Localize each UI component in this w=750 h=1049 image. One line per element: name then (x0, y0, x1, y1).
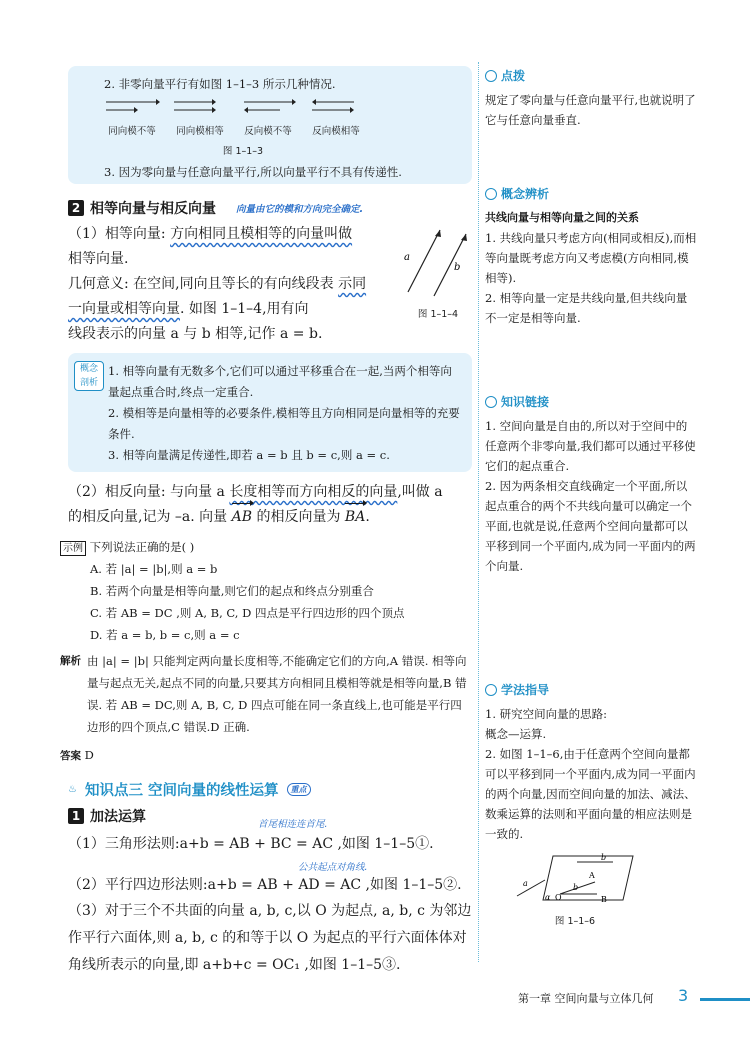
example-block (60, 536, 472, 767)
geo-highlight: 示同一向量或相等向量 (68, 276, 367, 317)
droplet-icon: ♨ (68, 784, 77, 795)
diagram-1-label: 同向模不等 (108, 126, 156, 137)
equal-def-label: （1）相等向量: (68, 226, 171, 242)
key-stamp: 重点 (287, 783, 311, 796)
diagram-4-label: 反向模相等 (312, 126, 360, 137)
fig6-label-A: A (589, 871, 595, 880)
fig-116 (515, 850, 635, 932)
diagram-3 (240, 98, 296, 142)
side-concept (479, 180, 698, 328)
diagram-2 (172, 98, 228, 142)
handwritten-note: 向量由它的模和方向完全确定. (236, 204, 364, 215)
parallelogram-rule: （2）平行四边形法则:a+b = AB + AD = AC ,如图 1–1–5②. (68, 877, 462, 893)
example-label: 示例 (60, 541, 86, 556)
concept-box (68, 353, 472, 472)
opp-a: （2）相反向量: 与向量 a (68, 484, 230, 500)
answer (60, 744, 472, 767)
diagram-2-label: 同向模相等 (176, 126, 224, 137)
fig6-label-B: B (601, 895, 607, 904)
kp3-title (68, 779, 472, 800)
fig-caption-116: 图 1–1–6 (554, 916, 596, 927)
sidebar (478, 62, 698, 962)
parallelepiped-rule: （3）对于三个不共面的向量 a, b, c,以 O 为起点, a, b, c 为邻边作平行六面体,则 a, b, c 的和等于以 O 为起点的平行六面体体对角线所表示的向量,即 a+b+c = OC₁ ,如图 1–1–5③. (68, 903, 472, 973)
fig-114 (398, 222, 478, 320)
fig6-label-alpha: α (545, 893, 551, 902)
concept-point-1: 1. 相等向量有无数多个,它们可以通过平移重合在一起,当两个相等向量起点重合时,终点一定重合. (108, 364, 452, 399)
arrow-pair-icon (308, 98, 364, 114)
fig6-label-b1: b (601, 853, 607, 862)
option-d: D. 若 a = b, b = c,则 a = c (90, 628, 240, 642)
equal-notation: 线段表示的向量 a 与 b 相等,记作 a = b. (68, 326, 323, 342)
main-column (60, 62, 472, 979)
fig-caption-113: 图 1–1–3 (222, 146, 264, 157)
method-text-2: 2. 如图 1–1–6,由于任意两个空间向量都可以平移到同一个平面内,成为同一平面内的两个向量,因而空间向量的加法、减法、数乘运算的法则和平面向量的相应法则是一致的. (485, 747, 696, 841)
concept-point-2: 2. 模相等是向量相等的必要条件,模相等且方向相同是向量相等的充要条件. (108, 406, 460, 441)
fig-label-b: b (454, 262, 461, 273)
side-method (479, 676, 698, 932)
concept-text-2: 2. 相等向量一定是共线向量,但共线向量不一定是相等向量. (485, 291, 688, 325)
analysis (60, 650, 472, 738)
equal-def-highlight: 方向相同且模相等的向量叫做 (170, 226, 353, 242)
chapter-title: 第一章 空间向量与立体几何 (518, 992, 654, 1005)
addition-heading: 加法运算 (90, 809, 146, 825)
option-c: C. 若 AB = DC ,则 A, B, C, D 四点是平行四边形的四个顶点 (90, 606, 405, 620)
badge-line-2: 剖析 (79, 378, 98, 388)
method-text-1: 1. 研究空间向量的思路: (485, 707, 608, 721)
arrow-pair-icon (172, 98, 228, 114)
opp-f: . (365, 509, 370, 525)
fig6-label-a: a (523, 879, 528, 888)
geo-text: 在空间,同向且等长的有向线段表 (133, 276, 334, 292)
concept-point-3: 3. 相等向量满足传递性,即若 a = b 且 b = c,则 a = c. (108, 448, 390, 462)
triangle-rule: （1）三角形法则:a+b = AB + BC = AC ,如图 1–1–5①. (68, 836, 434, 852)
parallel-diagrams (104, 94, 462, 142)
section-title (68, 198, 472, 218)
concept-badge (74, 361, 104, 391)
tip-text: 规定了零向量与任意向量平行,也就说明了它与任意向量垂直. (485, 93, 696, 127)
link-text-1: 1. 空间向量是自由的,所以对于空间中的任意两个非零向量,我们都可以通过平移使它们的起点重合. (485, 419, 696, 473)
badge-line-1: 概念 (79, 364, 98, 374)
addition-number: 1 (68, 808, 84, 824)
fig6-label-b2: b (573, 883, 579, 892)
example-question (60, 536, 472, 558)
kp3-heading: 知识点三 空间向量的线性运算 (84, 783, 279, 799)
link-icon (485, 396, 497, 408)
box1-line1: 2. 非零向量平行有如图 1–1–3 所示几种情况. (104, 77, 336, 91)
diagram-3-label: 反向模不等 (244, 126, 292, 137)
fig6-label-O: O (555, 893, 562, 902)
opp-c: ,叫做 a (397, 484, 443, 500)
equal-vectors-diagram (398, 222, 478, 302)
vector-ab: AB (232, 505, 252, 530)
opp-highlight: 长度相等而方向相反的向量 (229, 484, 398, 500)
geo-text-2: . 如图 1–1–4,用有向 (180, 301, 309, 317)
concept-subtitle: 共线向量与相等向量之间的关系 (485, 211, 639, 224)
equal-def-end: 相等向量. (68, 251, 129, 267)
arrow-pair-icon (240, 98, 296, 114)
concept-text-1: 1. 共线向量只考虑方向(相同或相反),而相等向量既考虑方向又考虑模(方向相同,模相等). (485, 231, 697, 285)
option-a: A. 若 |a| = |b|,则 a = b (90, 562, 218, 576)
link-heading (485, 392, 698, 412)
knowledge-point-3 (68, 779, 472, 979)
method-text-1b: 概念—运算. (485, 727, 547, 741)
note-diagonal: 公共起点对角线. (298, 862, 368, 873)
footer-bar (700, 998, 750, 1001)
tip-title: 点拨 (501, 69, 526, 83)
opp-d: 的相反向量,记为 –a. 向量 (68, 509, 232, 525)
concept-icon (485, 188, 497, 200)
opposite-vector-def (68, 480, 472, 530)
analysis-label: 解析 (60, 655, 81, 667)
tip-icon (485, 70, 497, 82)
analysis-text: 由 |a| = |b| 只能判定两向量长度相等,不能确定它们的方向,A 错误. 相等向量与起点无关,起点不同的向量,只要其方向相同且模相等就是相等向量,B 错误. 若 AB = DC,则 A, B, C, D 四点可能在同一条直线上,也可能是平行四边形的四个顶点,C 错误.D 正确. (87, 654, 467, 734)
section-number: 2 (68, 200, 84, 216)
option-b: B. 若两个向量是相等向量,则它们的起点和终点分别重合 (90, 584, 374, 598)
opp-e: 的相反向量为 (252, 509, 345, 525)
fig-label-a: a (404, 252, 410, 263)
tip-heading (485, 66, 698, 86)
arrow-pair-icon (104, 98, 160, 114)
geo-label: 几何意义: (68, 276, 134, 292)
concept-heading (485, 184, 698, 204)
side-tip (479, 62, 698, 130)
method-heading (485, 680, 698, 700)
section-equal-opposite (68, 198, 472, 347)
page-number: 3 (678, 986, 689, 1005)
side-link (479, 388, 698, 576)
answer-label: 答案 (60, 750, 81, 762)
link-text-2: 2. 因为两条相交直线确定一个平面,所以起点重合的两个不共线向量可以确定一个平面,也就是说,任意两个空间向量都可以平移到同一个平面内,成为同一平面内的两个向量. (485, 479, 696, 573)
diagram-1 (104, 98, 160, 142)
concept-title: 概念辨析 (501, 187, 550, 201)
equal-vector-def (68, 222, 368, 322)
method-title: 学法指导 (501, 683, 550, 697)
note-head-tail: 首尾相连连首尾. (258, 819, 328, 830)
page-footer (478, 988, 750, 1012)
diagram-4 (308, 98, 364, 142)
answer-value: D (84, 748, 94, 762)
note-box-parallel (68, 66, 472, 184)
section-heading: 相等向量与相反向量 (90, 201, 216, 217)
box1-line3: 3. 因为零向量与任意向量平行,所以向量平行不具有传递性. (104, 165, 402, 179)
method-icon (485, 684, 497, 696)
link-title: 知识链接 (501, 395, 550, 409)
vector-ba: BA (345, 505, 365, 530)
plane-vectors-diagram (515, 850, 635, 906)
fig-caption-114: 图 1–1–4 (417, 309, 459, 320)
example-q: 下列说法正确的是( ) (89, 540, 195, 554)
